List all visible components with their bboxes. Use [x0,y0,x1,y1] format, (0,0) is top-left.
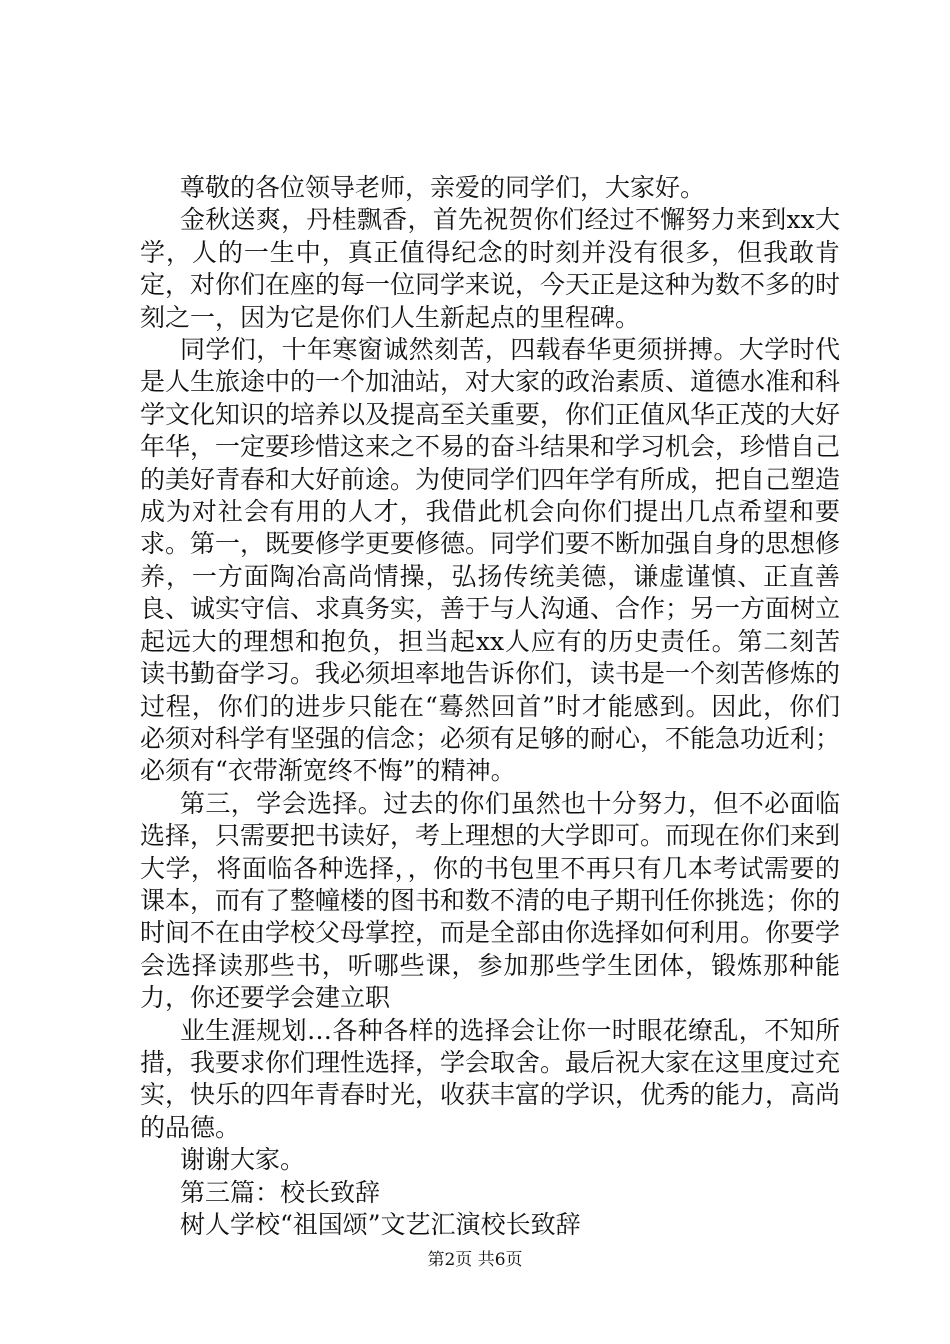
paragraph-closing: 业生涯规划…各种各样的选择会让你一时眼花缭乱，不知所措，我要求你们理性选择，学会取舍。最后祝大家在这里度过充实，快乐的四年青春时光，收获丰富的学识，优秀的能力，高尚的品德。 [140,1015,841,1142]
greeting-paragraph: 尊敬的各位领导老师，亲爱的同学们，大家好。 [180,173,706,202]
document-body [140,172,840,1241]
paragraph-welcome: 金秋送爽，丹桂飘香，首先祝贺你们经过不懈努力来到xx大学，人的一生中，真正值得纪念的时刻并没有很多，但我敢肯定，对你们在座的每一位同学来说，今天正是这种为数不多的时刻之一，因为它是你们人生新起点的里程碑。 [140,205,841,332]
paragraph-third: 第三，学会选择。过去的你们虽然也十分努力，但不必面临选择，只需要把书读好，考上理想的大学即可。而现在你们来到大学，将面临各种选择，，你的书包里不再只有几本考试需要的课本，而有了整幢楼的图书和数不清的电子期刊任你挑选；你的时间不在由学校父母掌控，而是全部由你选择如何利用。你要学会选择读那些书，听哪些课，参加那些学生团体，锻炼那种能力，你还要学会建立职 [140,788,841,1013]
section-heading: 第三篇：校长致辞 [180,1177,381,1207]
section-subtitle: 树人学校“祖国颂”文艺汇演校长致辞 [180,1210,581,1239]
paragraph-first-second: 同学们，十年寒窗诚然刻苦，四载春华更须拼搏。大学时代是人生旅途中的一个加油站，对大家的政治素质、道德水准和科学文化知识的培养以及提高至关重要，你们正值风华正茂的大好年华，一定要珍惜这来之不易的奋斗结果和学习机会，珍惜自己的美好青春和大好前途。为使同学们四年学有所成，把自己塑造成为对社会有用的人才，我借此机会向你们提出几点希望和要求。第一，既要修学更要修德。同学们要不断加强自身的思想修养，一方面陶冶高尚情操，弘扬传统美德，谦虚谨慎、正直善良、诚实守信、求真务实，善于与人沟通、合作；另一方面树立起远大的理想和抱负，担当起xx人应有的历史责任。第二刻苦读书勤奋学习。我必须坦率地告诉你们，读书是一个刻苦修炼的过程，你们的进步只能在“蓦然回首”时才能感到。因此，你们必须对科学有坚强的信念；必须有足够的耐心，不能急功近利；必须有“衣带渐宽终不悔”的精神。 [140,335,841,786]
page-footer: 第2页 共6页 [427,1250,523,1270]
thanks-line: 谢谢大家。 [180,1145,306,1175]
